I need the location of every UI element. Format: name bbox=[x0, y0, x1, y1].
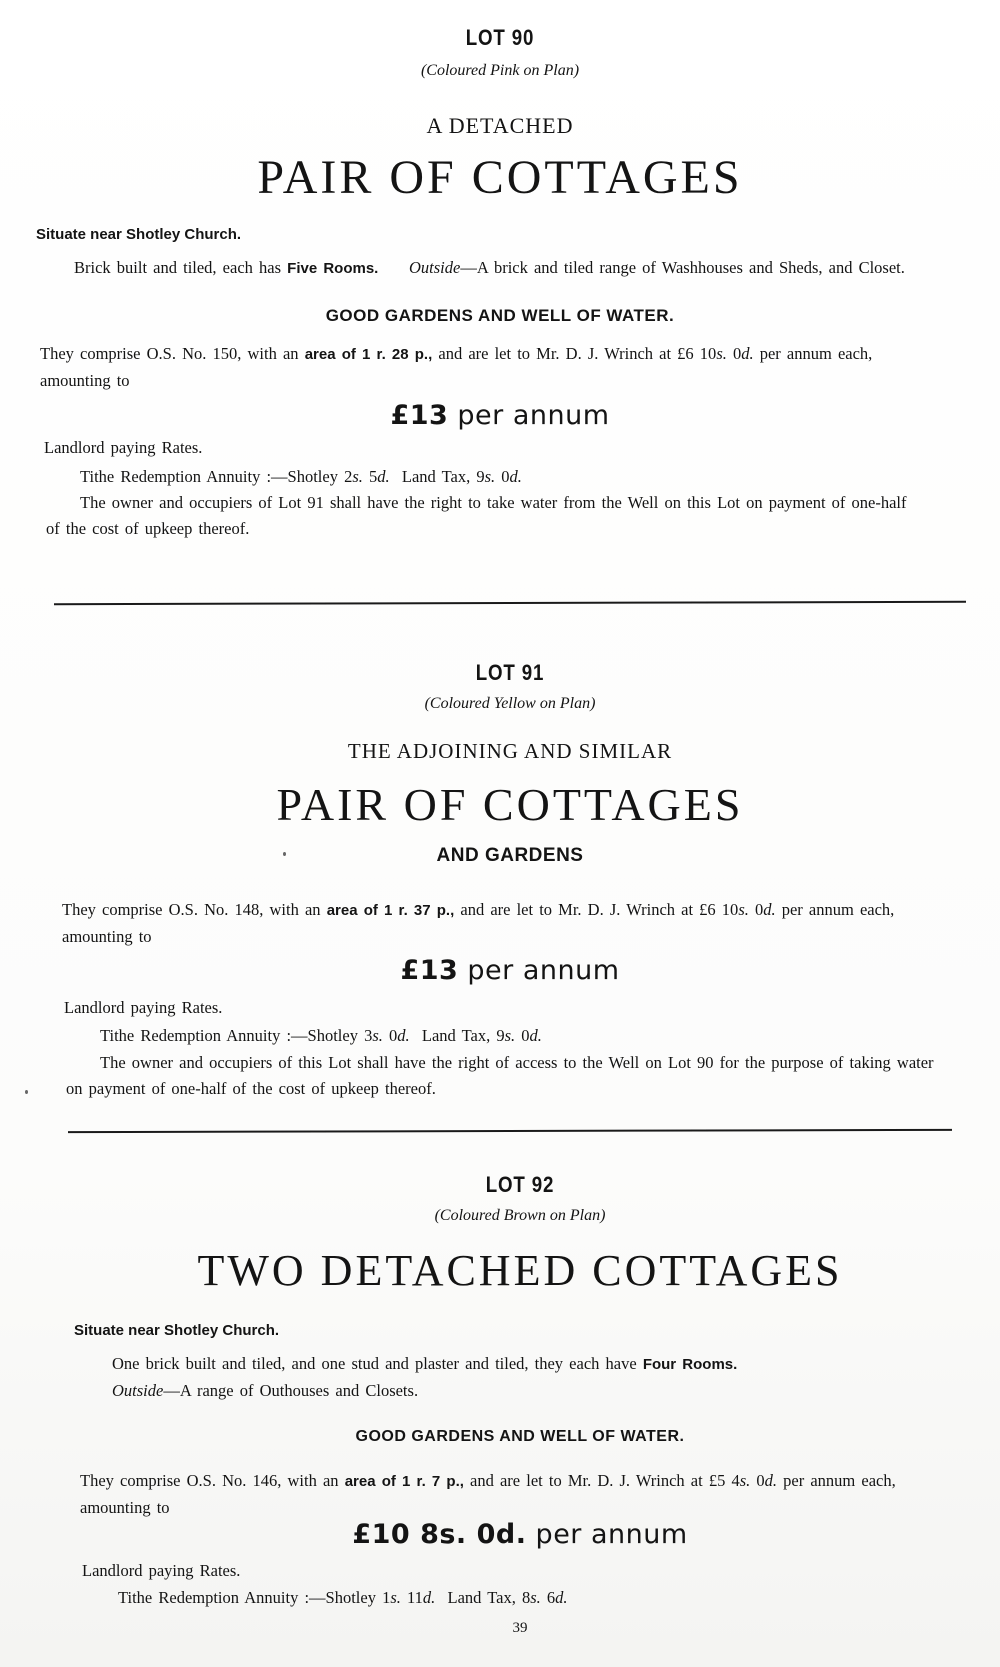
situate-note: Situate near Shotley Church. bbox=[36, 226, 242, 243]
tithe-shillings-unit: s. bbox=[352, 467, 363, 486]
description-text: One brick built and tiled, and one stud and plaster and tiled, they each have bbox=[112, 1354, 643, 1373]
outside-text: —A range of Outhouses and Closets. bbox=[163, 1381, 419, 1400]
area-value: area of 1 r. 7 p., bbox=[344, 1473, 464, 1490]
tithe-pence-unit: d. bbox=[397, 1026, 410, 1045]
tithe-label: Tithe Redemption Annuity :—Shotley 3 bbox=[100, 1026, 373, 1045]
tithe-tax-line bbox=[100, 1023, 542, 1049]
tithe-shillings-unit: s. bbox=[390, 1588, 401, 1607]
outside-label: Outside bbox=[408, 258, 461, 277]
pence-unit: d. bbox=[763, 900, 776, 919]
description-paragraph bbox=[112, 1351, 932, 1404]
rent-text: and are let to Mr. D. J. Wrinch at £5 4 bbox=[463, 1471, 740, 1490]
comprise-text: They comprise O.S. No. 146, with an bbox=[80, 1471, 345, 1490]
lot-pre-title: THE ADJOINING AND SIMILAR bbox=[347, 739, 673, 763]
situate-note: Situate near Shotley Church. bbox=[74, 1322, 280, 1339]
water-rights-note: The owner and occupiers of this Lot shall have the right of access to the Well on Lot 90 for the purpose of taking water on payment of one-half of the cost of upkeep thereof. bbox=[66, 1053, 934, 1098]
shillings-unit: s. bbox=[738, 900, 749, 919]
tithe-pence: 5 bbox=[362, 467, 378, 486]
tax-pence-unit: d. bbox=[529, 1026, 542, 1045]
lot-number: LOT 92 bbox=[485, 1172, 555, 1197]
tithe-label: Tithe Redemption Annuity :—Shotley 1 bbox=[118, 1588, 391, 1607]
rent-amount: £13 bbox=[390, 400, 449, 431]
shillings-unit: s. bbox=[716, 344, 727, 363]
comprise-paragraph bbox=[40, 341, 920, 394]
rent-total bbox=[20, 1519, 1000, 1550]
pence-unit: d. bbox=[741, 344, 754, 363]
outside-text: —A brick and tiled range of Washhouses and Sheds, and Closet. bbox=[460, 258, 905, 277]
rent-amount: £13 bbox=[400, 955, 459, 986]
plan-colour-note: (Coloured Pink on Plan) bbox=[420, 62, 580, 79]
comprise-end-text: per annum each, amounting to bbox=[80, 1471, 896, 1517]
tithe-shillings-unit: s. bbox=[372, 1026, 383, 1045]
rent-text: and are let to Mr. D. J. Wrinch at £6 10 bbox=[454, 900, 739, 919]
description-text: Brick built and tiled, each has bbox=[74, 258, 288, 277]
rent-amount: £10 8s. 0d. bbox=[352, 1519, 527, 1550]
lot-title: TWO DETACHED COTTAGES bbox=[197, 1246, 843, 1295]
comprise-paragraph bbox=[80, 1468, 960, 1521]
rent-total bbox=[10, 955, 1000, 986]
landlord-note: Landlord paying Rates. bbox=[64, 998, 223, 1017]
comprise-paragraph bbox=[62, 897, 942, 950]
section-divider bbox=[68, 1129, 952, 1133]
tithe-pence: 11 bbox=[400, 1588, 423, 1607]
lot-subheading: GOOD GARDENS AND WELL OF WATER. bbox=[325, 306, 675, 325]
comprise-text: They comprise O.S. No. 150, with an bbox=[40, 344, 305, 363]
lot-subheading: AND GARDENS bbox=[436, 845, 584, 866]
plan-colour-note: (Coloured Brown on Plan) bbox=[434, 1207, 606, 1224]
comprise-end-text: per annum each, amounting to bbox=[62, 900, 895, 946]
pence-unit: d. bbox=[764, 1471, 778, 1490]
pence-value: 0 bbox=[726, 344, 742, 363]
plan-colour-note: (Coloured Yellow on Plan) bbox=[424, 695, 596, 712]
tithe-pence-unit: d. bbox=[422, 1588, 436, 1607]
pence-value: 0 bbox=[748, 900, 764, 919]
lot-title: PAIR OF COTTAGES bbox=[257, 151, 743, 204]
outside-label: Outside bbox=[112, 1381, 164, 1400]
tax-pence-unit: d. bbox=[509, 467, 522, 486]
landlord-note: Landlord paying Rates. bbox=[44, 438, 203, 457]
tax-shillings-unit: s. bbox=[530, 1588, 541, 1607]
rent-period: per annum bbox=[448, 400, 610, 431]
land-tax-label: Land Tax, 9 bbox=[409, 1026, 505, 1045]
page-number: 39 bbox=[512, 1620, 528, 1636]
land-tax-label: Land Tax, 9 bbox=[389, 467, 485, 486]
comprise-text: They comprise O.S. No. 148, with an bbox=[62, 900, 327, 919]
comprise-end-text: per annum each, amounting to bbox=[40, 344, 873, 390]
tax-pence: 0 bbox=[515, 1026, 530, 1045]
land-tax-label: Land Tax, 8 bbox=[435, 1588, 531, 1607]
lot-title: PAIR OF COTTAGES bbox=[276, 779, 744, 830]
rooms-count: Five Rooms. bbox=[287, 260, 379, 277]
tax-pence: 6 bbox=[540, 1588, 556, 1607]
rent-period: per annum bbox=[458, 955, 620, 986]
shillings-unit: s. bbox=[739, 1471, 751, 1490]
tax-shillings-unit: s. bbox=[484, 467, 496, 486]
section-divider bbox=[54, 601, 966, 605]
print-speck bbox=[25, 1090, 28, 1094]
tithe-pence-unit: d. bbox=[377, 467, 390, 486]
tax-shillings-unit: s. bbox=[504, 1026, 516, 1045]
water-rights-note: The owner and occupiers of Lot 91 shall have the right to take water from the Well on this Lot on payment of one-half of the cost of upkeep thereof. bbox=[46, 493, 907, 538]
tithe-pence: 0 bbox=[382, 1026, 398, 1045]
lot-subheading: GOOD GARDENS AND WELL OF WATER. bbox=[355, 1428, 685, 1445]
rooms-count: Four Rooms. bbox=[642, 1356, 738, 1373]
area-value: area of 1 r. 37 p., bbox=[326, 902, 455, 919]
rent-total bbox=[0, 400, 1000, 431]
lot-number: LOT 90 bbox=[465, 25, 535, 50]
tax-pence: 0 bbox=[495, 467, 510, 486]
print-speck bbox=[283, 852, 286, 856]
pence-value: 0 bbox=[750, 1471, 765, 1490]
rent-text: and are let to Mr. D. J. Wrinch at £6 10 bbox=[432, 344, 717, 363]
lot-pre-title: A DETACHED bbox=[426, 113, 574, 138]
area-value: area of 1 r. 28 p., bbox=[304, 346, 433, 363]
tithe-tax-line bbox=[80, 464, 522, 490]
landlord-note: Landlord paying Rates. bbox=[82, 1561, 241, 1580]
tithe-tax-line bbox=[118, 1585, 568, 1611]
tax-pence-unit: d. bbox=[555, 1588, 568, 1607]
tithe-label: Tithe Redemption Annuity :—Shotley 2 bbox=[80, 467, 353, 486]
lot-number: LOT 91 bbox=[475, 660, 545, 685]
description-paragraph bbox=[40, 255, 920, 282]
rent-period: per annum bbox=[526, 1519, 688, 1550]
